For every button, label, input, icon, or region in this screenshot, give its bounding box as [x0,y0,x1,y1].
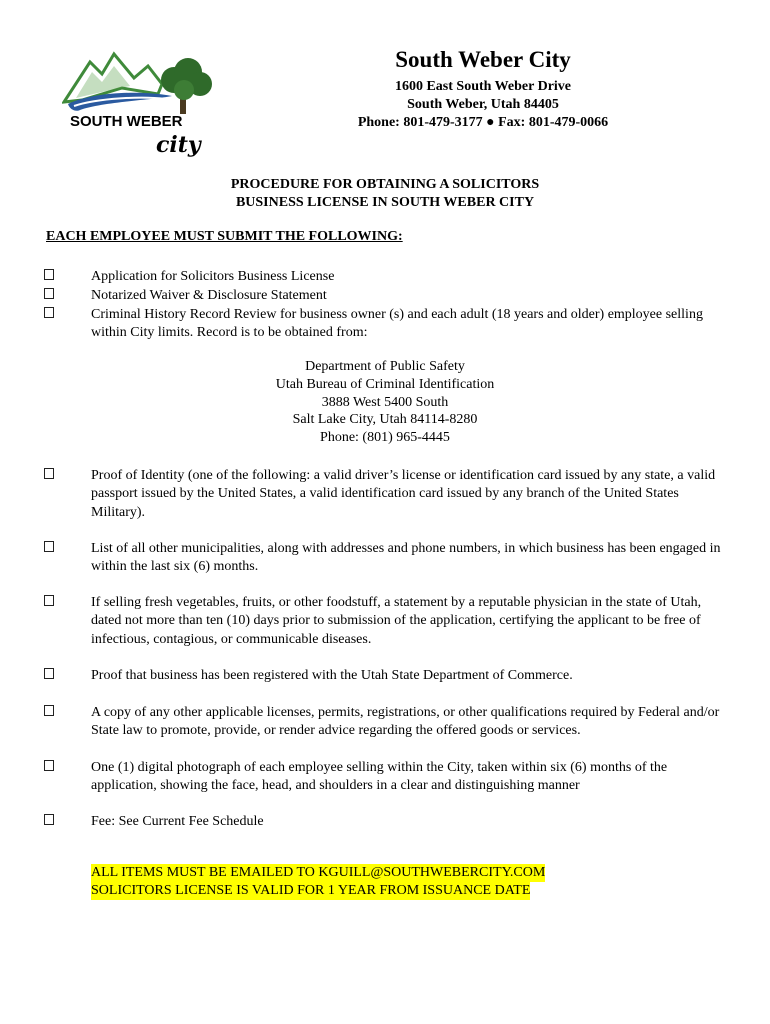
bci-line-2: Utah Bureau of Criminal Identification [275,376,495,392]
south-weber-city-logo [62,44,220,160]
bci-line-1: Department of Public Safety [305,359,465,374]
checkbox[interactable] [44,307,54,318]
letterhead [330,46,636,132]
address-line: 1600 East South Weber Drive [394,79,572,94]
city-state-zip: South Weber, Utah 84405 [407,97,559,112]
checklist-item-text: Notarized Waiver & Disclosure Statement [91,288,327,303]
checklist-item-text: A copy of any other applicable licenses, permits, registrations, or other qualifications required by Federal and/or State law to promote, provide, or render advice regarding the offered goods or services. [91,705,720,739]
title-line-2: BUSINESS LICENSE IN SOUTH WEBER CITY [235,195,535,210]
logo-text-south-weber: SOUTH WEBER [70,113,183,130]
logo-graphic [62,44,220,160]
checklist-item-text: Proof of Identity (one of the following: a valid driver’s license or identification card issued by any state, a valid passport issued by the United States, a valid identification card issued by any branch of the United States Military). [91,468,716,520]
checkbox[interactable] [44,269,54,280]
checklist-item-text: If selling fresh vegetables, fruits, or other foodstuff, a statement by a reputable physician in the state of Utah, dated not more than ten (10) days prior to submission of the application, certifying the applicant to be free of infectious, contagious, or communicable diseases. [91,595,702,647]
checklist-item-text: Fee: See Current Fee Schedule [91,814,264,829]
checkbox[interactable] [44,288,54,299]
checklist-item-text: Criminal History Record Review for business owner (s) and each adult (18 years and older) employee selling within City limits. Record is to be obtained from: [91,307,703,341]
highlighted-note [91,864,545,900]
checkbox[interactable] [44,468,54,479]
checklist-item-text: Proof that business has been registered with the Utah State Department of Commerce. [91,668,573,683]
checklist-item-text: One (1) digital photograph of each employee selling within the City, taken within six (6) months of the application, showing the face, head, and shoulders in a clear and distinguishing manner [91,760,668,794]
phone-fax: Phone: 801-479-3177 ● Fax: 801-479-0066 [357,115,609,130]
title-line-1: PROCEDURE FOR OBTAINING A SOLICITORS [230,177,540,192]
checklist-item-text: List of all other municipalities, along with addresses and phone numbers, in which business has been engaged in within the last six (6) months. [91,541,721,575]
bci-phone: Phone: (801) 965-4445 [320,430,450,446]
checkbox[interactable] [44,760,54,771]
bci-line-4: Salt Lake City, Utah 84114-8280 [292,412,478,428]
city-name: South Weber City [395,47,571,72]
validity-note: SOLICITORS LICENSE IS VALID FOR 1 YEAR FROM ISSUANCE DATE [91,883,531,898]
checkbox[interactable] [44,668,54,679]
checkbox[interactable] [44,705,54,716]
checkbox[interactable] [44,595,54,606]
bci-address-block [200,358,570,447]
bci-line-3: 3888 West 5400 South [321,394,449,410]
checkbox[interactable] [44,541,54,552]
logo-text-city: city [156,132,201,158]
checklist-item-text: Application for Solicitors Business License [91,269,335,284]
section-heading: EACH EMPLOYEE MUST SUBMIT THE FOLLOWING: [46,229,403,244]
email-instruction: ALL ITEMS MUST BE EMAILED TO KGUILL@SOUTHWEBERCITY.COM [91,865,546,880]
checkbox[interactable] [44,814,54,825]
document-title [150,176,620,212]
